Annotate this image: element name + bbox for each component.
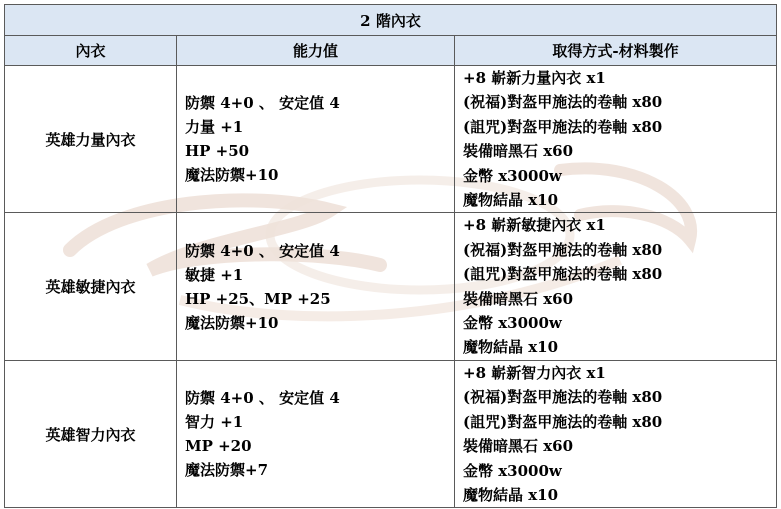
source-line: (詛咒)對盔甲施法的卷軸 x80 xyxy=(463,265,663,284)
source-line: (祝福)對盔甲施法的卷軸 x80 xyxy=(463,240,663,259)
stat-line: 防禦 4+0 、 安定值 4 xyxy=(185,241,340,260)
table-row xyxy=(5,360,777,507)
source-line: 金幣 x3000w xyxy=(463,461,562,480)
table-title: 2 階內衣 xyxy=(5,5,777,36)
header-source: 取得方式-材料製作 xyxy=(455,36,777,66)
source-line: +8 嶄新智力內衣 x1 xyxy=(463,363,606,382)
stat-line: 防禦 4+0 、 安定值 4 xyxy=(185,94,340,113)
source-line: 魔物結晶 x10 xyxy=(463,191,559,210)
source-line: 魔物結晶 x10 xyxy=(463,338,559,357)
stat-line: 防禦 4+0 、 安定值 4 xyxy=(185,389,340,408)
source-line: (詛咒)對盔甲施法的卷軸 x80 xyxy=(463,412,663,431)
stat-line: MP +20 xyxy=(185,437,252,456)
stat-line: 魔法防禦+7 xyxy=(185,461,269,480)
table-row xyxy=(5,66,777,213)
source-line: 裝備暗黑石 x60 xyxy=(463,289,574,308)
source-line: 裝備暗黑石 x60 xyxy=(463,437,574,456)
item-sources xyxy=(455,360,777,507)
source-line: 裝備暗黑石 x60 xyxy=(463,142,574,161)
source-line: 金幣 x3000w xyxy=(463,166,562,185)
source-line: 金幣 x3000w xyxy=(463,314,562,333)
item-stats xyxy=(177,66,455,213)
header-stats: 能力值 xyxy=(177,36,455,66)
item-stats xyxy=(177,360,455,507)
stat-line: 智力 +1 xyxy=(185,413,244,432)
stat-line: HP +25、MP +25 xyxy=(185,289,331,308)
stat-line: 魔法防禦+10 xyxy=(185,313,279,332)
item-table xyxy=(4,4,777,508)
source-line: (祝福)對盔甲施法的卷軸 x80 xyxy=(463,93,663,112)
source-line: +8 嶄新敏捷內衣 x1 xyxy=(463,216,606,235)
item-name: 英雄力量內衣 xyxy=(5,66,177,213)
source-line: 魔物結晶 x10 xyxy=(463,485,559,504)
item-stats xyxy=(177,213,455,360)
stat-line: 力量 +1 xyxy=(185,118,244,137)
source-line: (詛咒)對盔甲施法的卷軸 x80 xyxy=(463,117,663,136)
table-row xyxy=(5,213,777,360)
stat-line: 敏捷 +1 xyxy=(185,265,244,284)
stat-line: HP +50 xyxy=(185,142,250,161)
source-line: +8 嶄新力量內衣 x1 xyxy=(463,69,606,87)
item-sources xyxy=(455,213,777,360)
source-line: (祝福)對盔甲施法的卷軸 x80 xyxy=(463,388,663,407)
stat-line: 魔法防禦+10 xyxy=(185,166,279,185)
item-name: 英雄敏捷內衣 xyxy=(5,213,177,360)
item-name: 英雄智力內衣 xyxy=(5,360,177,507)
header-underwear: 內衣 xyxy=(5,36,177,66)
item-sources xyxy=(455,66,777,213)
